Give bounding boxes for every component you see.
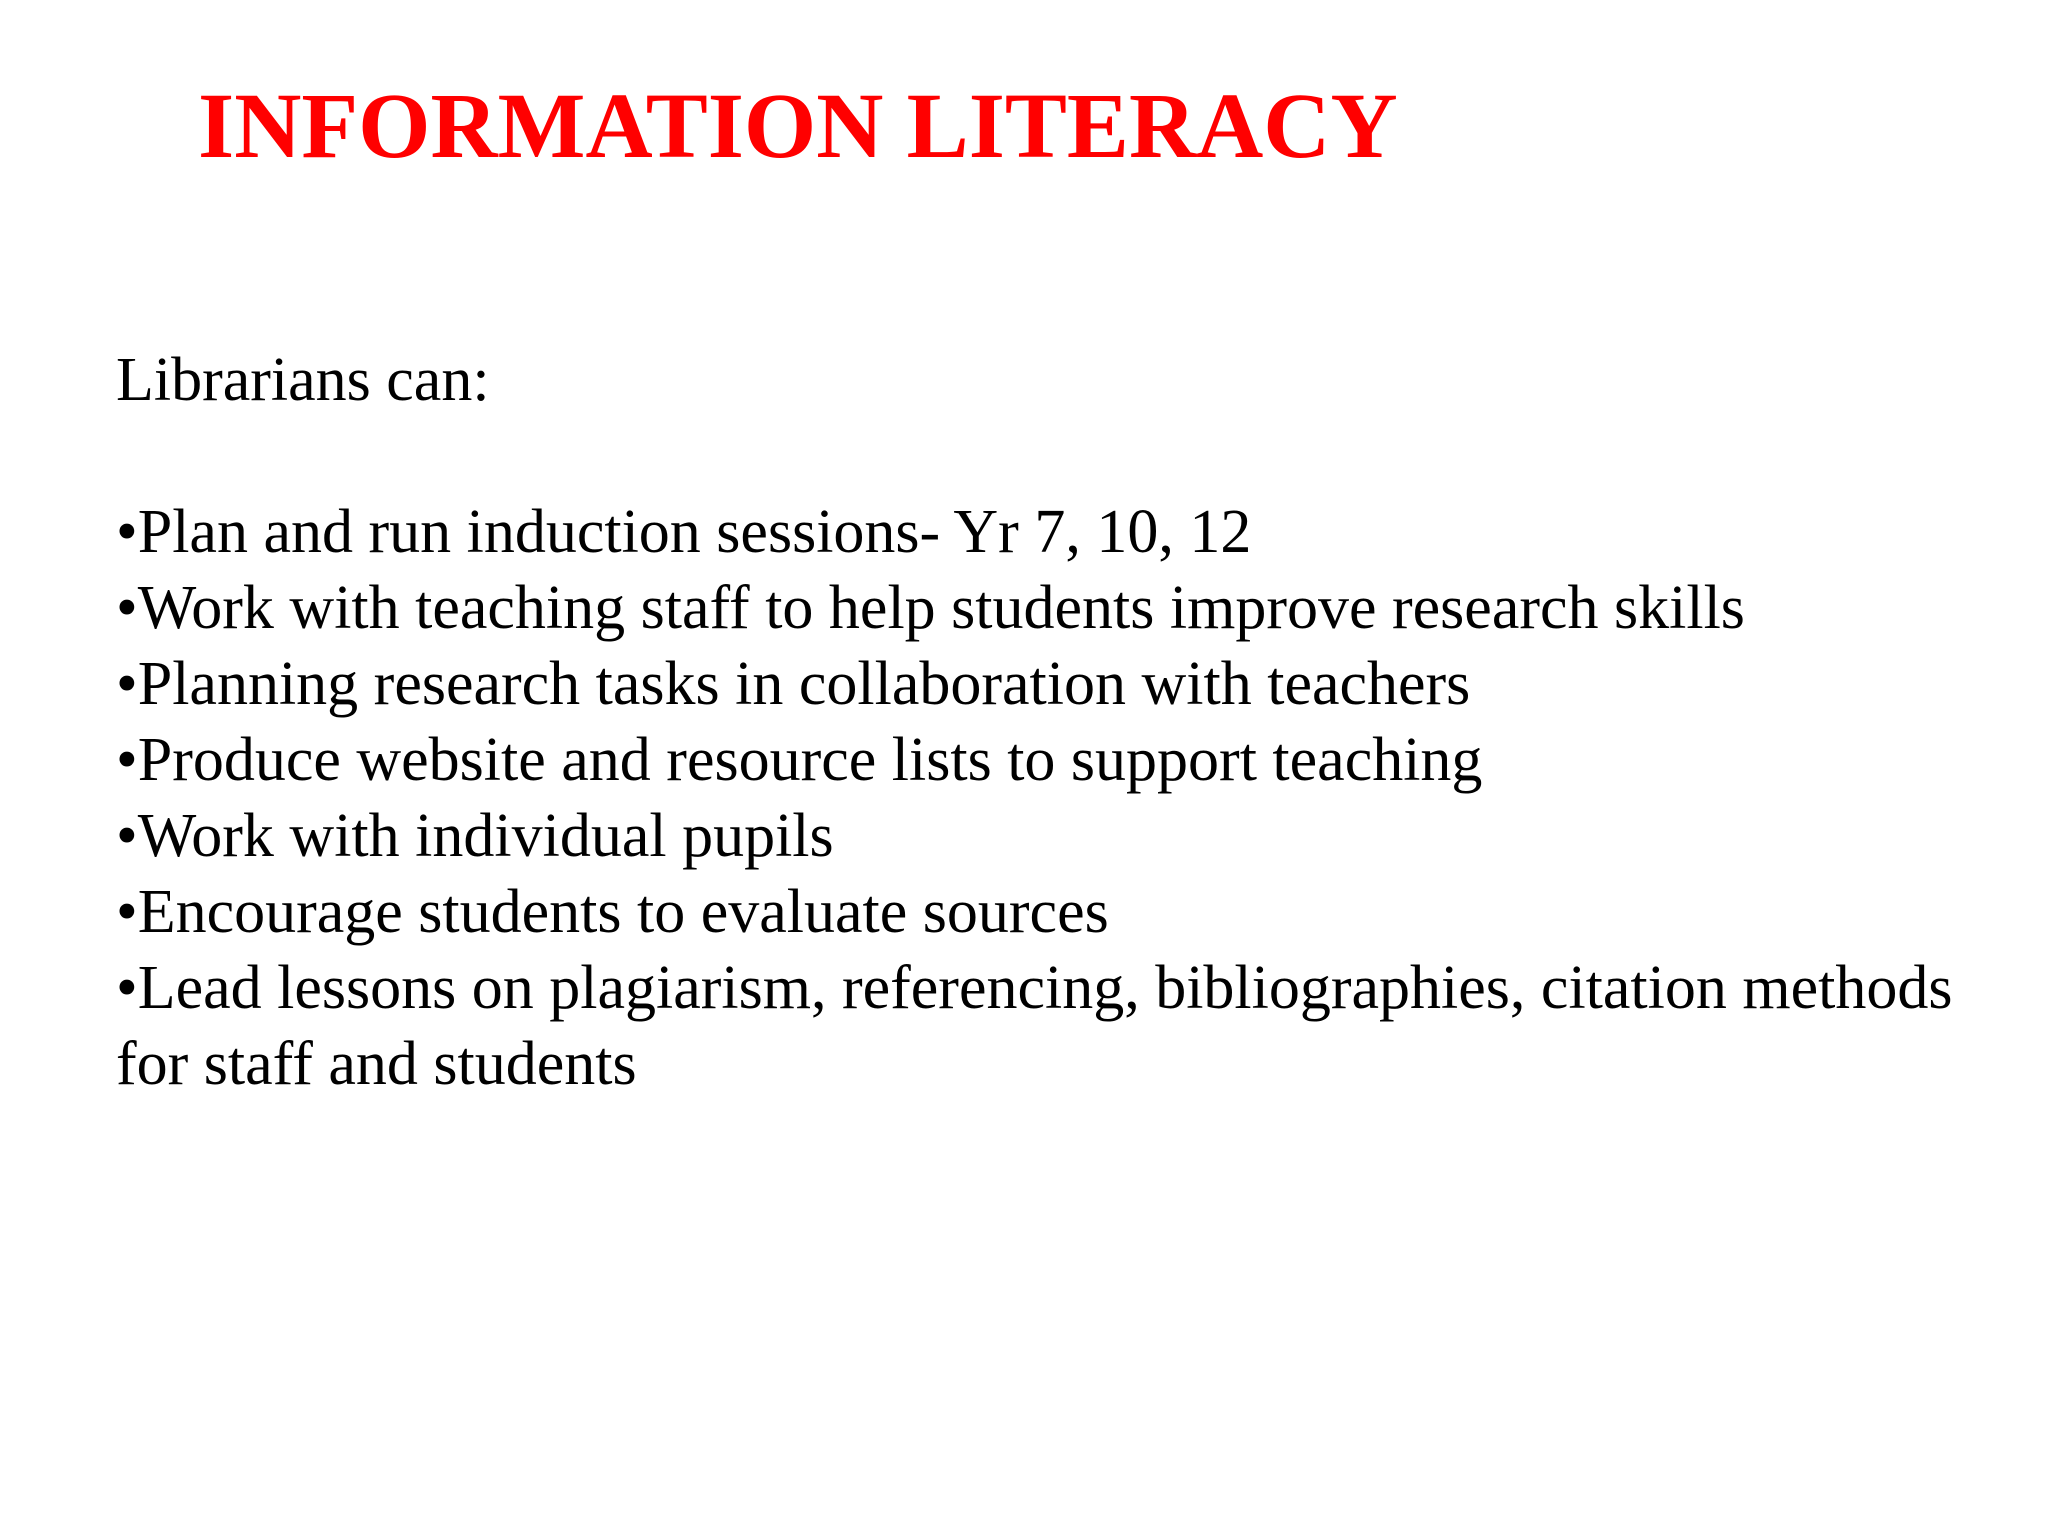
bullet-text: Encourage students to evaluate sources <box>137 878 1109 946</box>
bullet-text: Work with individual pupils <box>137 802 834 870</box>
bullet-list <box>116 494 1976 1102</box>
bullet-item <box>116 722 1976 798</box>
bullet-text: Plan and run induction sessions- Yr 7, 10, 12 <box>137 498 1252 566</box>
bullet-mark: • <box>116 802 138 870</box>
bullet-item <box>116 494 1976 570</box>
bullet-text: Produce website and resource lists to support teaching <box>137 726 1483 794</box>
bullet-item <box>116 798 1976 874</box>
bullet-item <box>116 570 1976 646</box>
bullet-item <box>116 646 1976 722</box>
intro-text: Librarians can: <box>116 346 490 414</box>
bullet-mark: • <box>116 650 138 718</box>
bullet-mark: • <box>116 574 138 642</box>
bullet-mark: • <box>116 726 138 794</box>
bullet-item <box>116 950 1976 1102</box>
bullet-mark: • <box>116 878 138 946</box>
bullet-text: Work with teaching staff to help students improve research skills <box>137 574 1745 642</box>
slide-body <box>116 342 1976 1102</box>
bullet-mark: • <box>116 954 138 1022</box>
slide-title: INFORMATION LITERACY <box>198 75 1398 178</box>
bullet-item <box>116 874 1976 950</box>
bullet-text: Lead lessons on plagiarism, referencing, bibliographies, citation methods for staff and students <box>116 954 1953 1098</box>
bullet-text: Planning research tasks in collaboration with teachers <box>137 650 1471 718</box>
bullet-mark: • <box>116 498 138 566</box>
